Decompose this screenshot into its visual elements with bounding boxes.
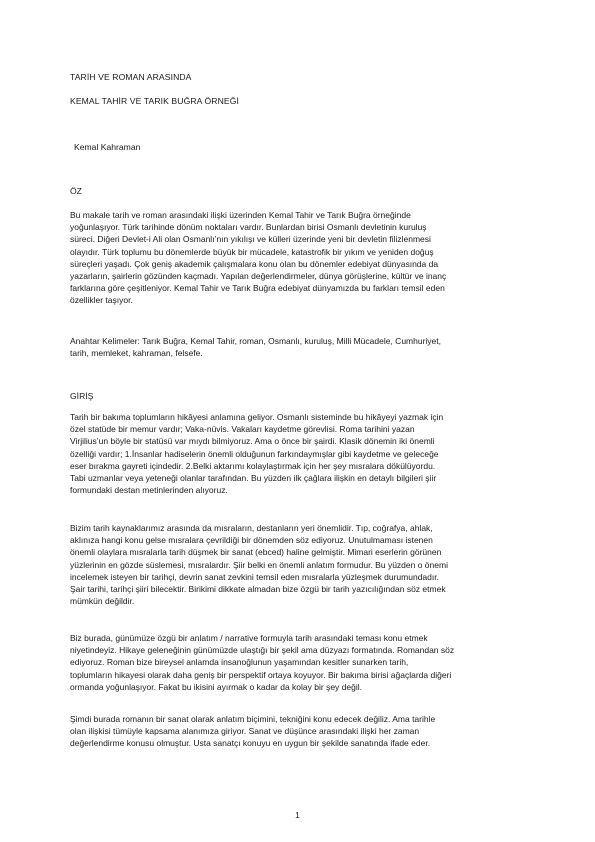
text-line: niyetindeyiz. Hikaye geleneğinin günümüzde ulaştığı bir şekil ama düzyazı formatında. Romandan söz: [70, 645, 455, 656]
text-line: değerlendirme konusu olmuştur. Usta sanatçı konuyu en uygun bir şekilde sanatında ifade eder.: [70, 738, 431, 749]
text-line: Tarih bir bakıma toplumların hikâyesi anlamına geliyor. Osmanlı sisteminde bu hikâyeyi yazmak için: [70, 412, 444, 422]
text-line: Bizim tarih kaynaklarımız arasında da mısraların, destanların yeri önemlidir. Tıp, coğrafya, ahlak,: [70, 523, 433, 533]
text-line: yazarların, şairlerin gözünden kaçmadı. Yapılan değerlendirmeler, dünya görüşlerine, kültür ve inanç: [70, 271, 447, 282]
text-line: yoğunlaşıyor. Türk tarihinde dönüm noktaları vardır. Bunlardan birisi Osmanlı devletinin kuruluş: [70, 222, 427, 233]
text-line: eser bırakma gayreti içindedir. 2.Belki aktarımı kolaylaştırmak için her şey mısralara dökülüyordu.: [70, 460, 436, 471]
text-line: yüzlerinin en gözde süslemesi, mısralardır. Şiir belki en önemli anlatım formudur. Bu yüzden o önemi: [70, 559, 448, 570]
author-name: Kemal Kahraman: [74, 142, 141, 152]
keywords-paragraph: [70, 335, 532, 359]
text-line: Virjilius’un böyle bir statüsü var mıydı bilmiyoruz. Ama o önce bir şairdi. Klasik dönemin iki önemli: [70, 436, 435, 447]
text-line: tarih, memleket, kahraman, felsefe.: [70, 348, 203, 359]
text-line: olan ilişkisi tümüyle kapsama alanımıza giriyor. Sanat ve düşünce arasındaki ilişki her zaman: [70, 726, 420, 737]
text-line: formundaki destan metinlerinden alıyoruz.: [70, 485, 228, 496]
title-line-2: KEMAL TAHİR VE TARIK BUĞRA ÖRNEĞİ: [70, 96, 240, 106]
text-line: Tabi uzmanlar veya yeteneği olanlar tarafından. Bu yüzden ilk çağlara ilişkin en detaylı bilgileri şiir: [70, 473, 437, 484]
intro-paragraph-4: [70, 713, 532, 750]
text-line: özelliği vardır; 1.İnsanlar hadiselerin önemli olduğunun farkındaymışlar gibi kaydetme ve geleceğe: [70, 448, 439, 459]
text-line: mümkün değildir.: [70, 596, 135, 607]
text-line: özel statüde bir memur vardır; Vaka-nüvis. Vakaları kaydetme görevlisi. Roma tarihini yazan: [70, 424, 415, 435]
text-line: farklarına göre çeşitleniyor. Kemal Tahir ve Tarık Buğra edebiyat dünyamızda bu farkları temsil eden: [70, 283, 445, 294]
text-line: Şair tarihi, tarihçi şiiri bilecektir. Birikimi dikkate almadan bize özgü bir tarih yazıcılığından söz etmek: [70, 584, 446, 595]
page-number: 1: [295, 810, 300, 820]
text-line: süreçleri yaşadı. Çok geniş akademik çalışmalara konu olan bu dönemler edebiyat dünyasında da: [70, 258, 439, 269]
text-line: Bu makale tarih ve roman arasındaki ilişki üzerinden Kemal Tahir ve Tarık Buğra örneğinde: [70, 210, 411, 220]
text-line: önemli olaylara mısralarla tarih düşmek bir sanat (ebced) haline gelmiştir. Mimari eserlerin görünen: [70, 547, 442, 558]
text-line: süreci. Diğeri Devlet-i Ali olan Osmanlı’nın yıkılışı ve külleri üzerinde yeni bir devletin filizlenmesi: [70, 234, 431, 245]
text-line: incelemek isteyen bir tarihçi, devrin sanat zevkini temsil eden mısralarla yüzleşmek durumundadır.: [70, 571, 439, 582]
text-line: aklınıza hangi konu gelse mısralara çevrildiği bir dönemden söz ediyoruz. Unutulmaması istenen: [70, 535, 433, 546]
text-line: özellikler taşıyor.: [70, 295, 133, 306]
text-line: ediyoruz. Roman bize bireysel anlamda insanoğlunun yaşamından kesitler sunarken tarih,: [70, 657, 409, 668]
intro-paragraph-1: [70, 411, 532, 496]
intro-paragraph-3: [70, 632, 532, 693]
text-line: toplumların hikayesi olarak daha geniş bir perspektif ortaya koyuyor. Bir bakıma birisi ağaçlarda diğeri: [70, 669, 452, 680]
abstract-heading: ÖZ: [70, 186, 82, 196]
text-line: olayıdır. Türk toplumu bu dönemlerde büyük bir mücadele, katastrofik bir yıkım ve yeniden doğuş: [70, 246, 434, 257]
title-line-1: TARİH VE ROMAN ARASINDA: [70, 72, 192, 82]
text-line: Şimdi burada romanın bir sanat olarak anlatım biçimini, tekniğini konu edecek değiliz. Ama tarihle: [70, 714, 436, 724]
text-line: Anahtar Kelimeler: Tarık Buğra, Kemal Tahir, roman, Osmanlı, kuruluş, Milli Mücadele, Cumhuriyet,: [70, 336, 441, 346]
text-line: Biz burada, günümüze özgü bir anlatım / narrative formuyla tarih arasındaki teması konu etmek: [70, 633, 428, 643]
intro-paragraph-2: [70, 522, 532, 607]
text-line: ormanda yoğunlaşıyor. Fakat bu ikisini ayırmak o kadar da kolay bir şey değil.: [70, 681, 362, 692]
abstract-paragraph: [70, 209, 532, 307]
intro-heading: GİRİŞ: [70, 391, 94, 401]
